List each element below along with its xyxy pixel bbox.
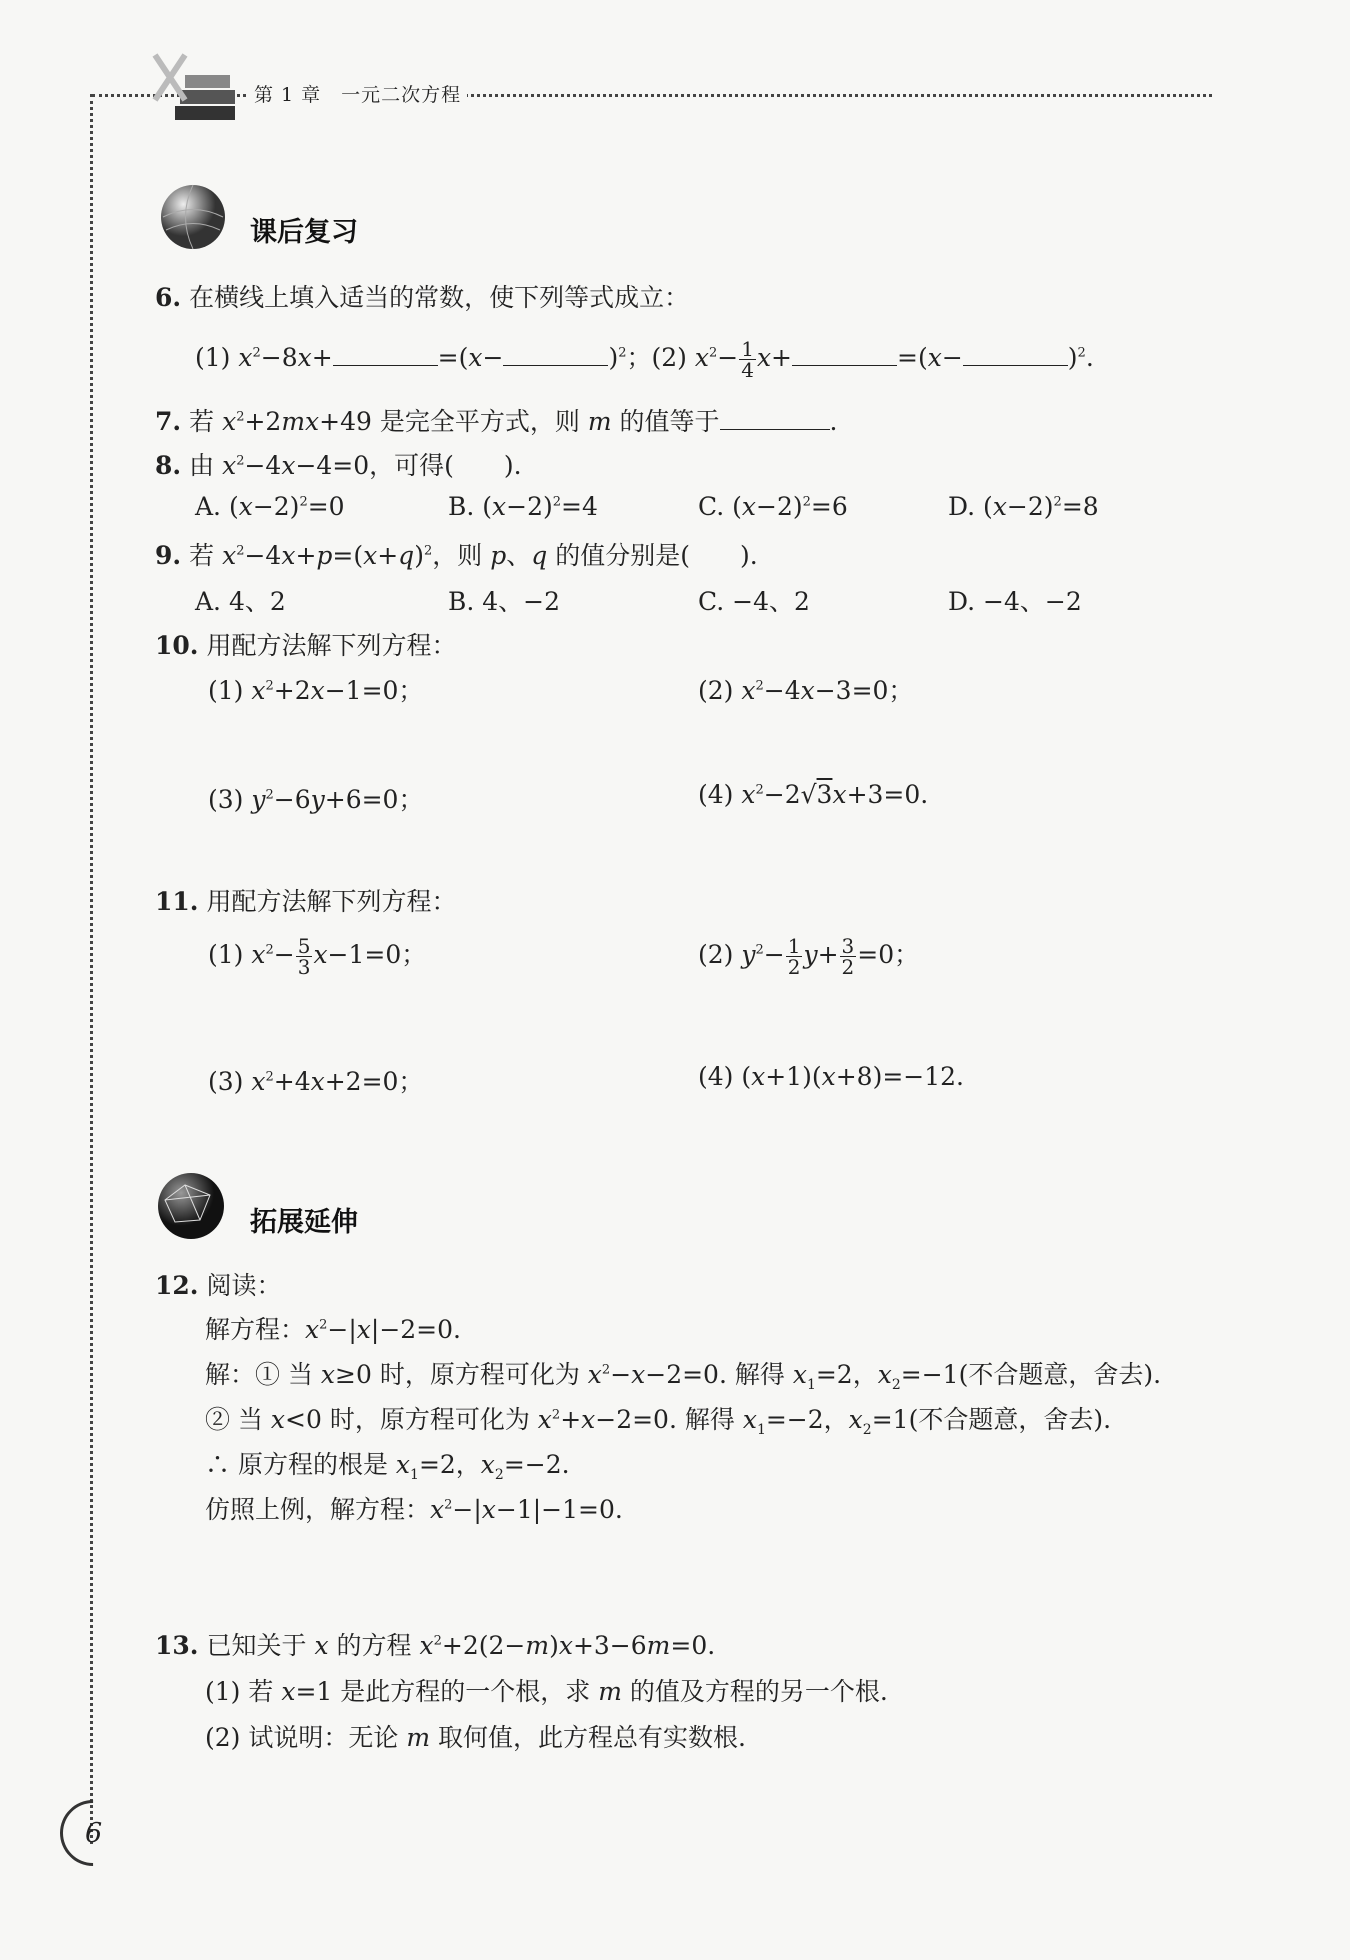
question-8: 8. 由 $x^2-4x-4=0$，可得( ). xyxy=(155,451,522,480)
q8-option-d: D. $(x-2)^2=8$ xyxy=(948,492,1099,521)
margin-dotted-line xyxy=(90,94,93,1844)
q12-line-5: 仿照上例，解方程：$x^2-|x-1|-1=0$. xyxy=(205,1495,623,1524)
chapter-header: 第 1 章 一元二次方程 xyxy=(248,80,467,107)
q8-option-c: C. $(x-2)^2=6$ xyxy=(698,492,848,521)
q8-option-b: B. $(x-2)^2=4$ xyxy=(448,492,598,521)
q11-part-3: (3) $x^2+4x+2=0$； xyxy=(208,1067,424,1096)
q9-option-c: C. −4、2 xyxy=(698,587,810,616)
question-11: 11. 用配方法解下列方程： xyxy=(155,887,457,916)
question-9: 9. 若 $x^2-4x+p=(x+q)^2$，则 p、q 的值分别是( ). xyxy=(155,541,758,570)
section-title-review: 课后复习 xyxy=(250,217,358,248)
q12-line-2: 解：① 当 x≥0 时，原方程可化为 $x^2-x-2=0$. 解得 $x_1=2$，$x_2=-1$(不合题意，舍去). xyxy=(205,1360,1162,1393)
question-6: 6. 在横线上填入适当的常数，使下列等式成立： xyxy=(155,283,690,312)
q13-part-2: (2) 试说明：无论 m 取何值，此方程总有实数根. xyxy=(205,1723,746,1752)
question-7: 7. 若 $x^2+2mx+49$ 是完全平方式，则 m 的值等于 . xyxy=(155,407,838,436)
page-number: 6 xyxy=(85,1818,103,1849)
q10-part-4: (4) $x^2-2√3x+3=0$. xyxy=(698,780,929,809)
books-logo-icon xyxy=(150,50,250,140)
q11-part-1: (1) $x^2-$ $\frac{5}{3}$ x−1=0； xyxy=(208,934,427,979)
question-10: 10. 用配方法解下列方程： xyxy=(155,631,457,660)
q10-part-1: (1) $x^2+2x-1=0$； xyxy=(208,676,424,705)
network-globe-icon xyxy=(155,1170,227,1242)
q13-part-1: (1) 若 x=1 是此方程的一个根，求 m 的值及方程的另一个根. xyxy=(205,1677,888,1706)
question-12: 12. 阅读： xyxy=(155,1271,282,1300)
section-title-extension: 拓展延伸 xyxy=(250,1207,358,1238)
q11-part-2: (2) $y^2-$ $\frac{1}{2}$ y+ $\frac{3}{2}$ =0； xyxy=(698,934,920,979)
q10-part-2: (2) $x^2-4x-3=0$； xyxy=(698,676,914,705)
q11-part-4: (4) (x+1)(x+8)=−12. xyxy=(698,1062,964,1091)
q9-option-b: B. 4、−2 xyxy=(448,587,561,616)
q12-line-4: ∴ 原方程的根是 $x_1=2$，$x_2=-2$. xyxy=(205,1450,570,1483)
globe-icon xyxy=(158,182,228,252)
q12-line-1: 解方程：$x^2-|x|-2=0$. xyxy=(205,1315,461,1344)
question-6-parts: (1) $x^2-8x+ =(x- )^2$；(2) $x^2-$ $\frac{1}{4}$ $x+ =(x- )^2$. xyxy=(195,337,1094,382)
q12-line-3: ② 当 x<0 时，原方程可化为 $x^2+x-2=0$. 解得 $x_1=-2$，$x_2=1$(不合题意，舍去). xyxy=(205,1405,1112,1438)
q10-part-3: (3) $y^2-6y+6=0$； xyxy=(208,785,424,814)
q9-option-d: D. −4、−2 xyxy=(948,587,1082,616)
q8-option-a: A. $(x-2)^2=0$ xyxy=(195,492,345,521)
q9-option-a: A. 4、2 xyxy=(195,587,286,616)
question-13: 13. 已知关于 x 的方程 $x^2+2(2-m)x+3-6m=0$. xyxy=(155,1631,716,1660)
